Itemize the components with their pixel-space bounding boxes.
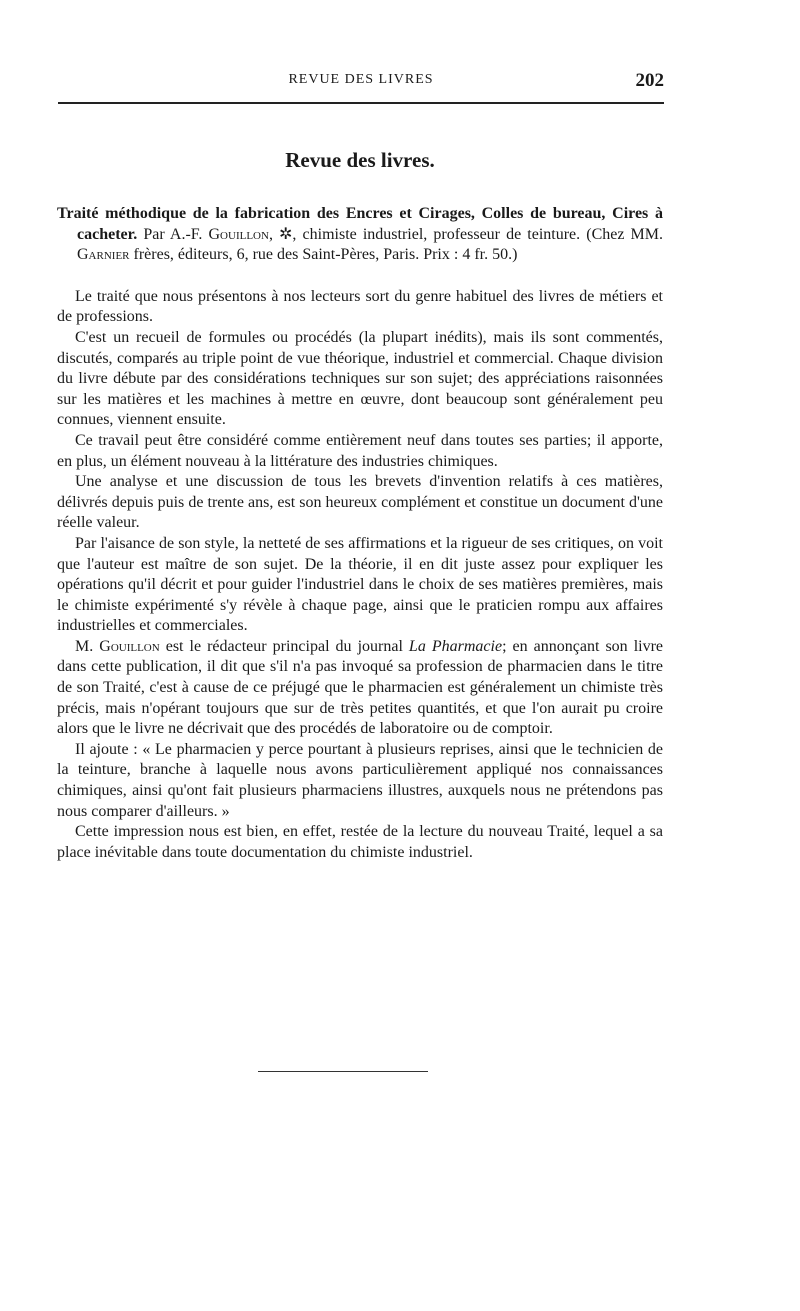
paragraph-2: C'est un recueil de formules ou procédés (la plupart inédits), mais ils sont commentés, discutés, comparés au triple point de vue théorique, industriel et commercial. Chaque division du livre débute par des considérations techniques sur son sujet; des appréciations raisonnées sur les matières et les machines à mettre en œuvre, dont beaucoup sont généralement peu connues, viennent ensuite. (57, 328, 663, 429)
book-publisher: Garnier (77, 246, 130, 264)
book-title: Traité méthodique de la fabrication des Encres et Cirages, Colles de bureau, Cires à cacheter. (57, 205, 663, 243)
end-rule (258, 1071, 428, 1072)
journal-title: La Pharmacie (408, 637, 503, 655)
paragraph-6-prefix: M. (75, 637, 100, 655)
page-number: 202 (635, 70, 664, 91)
paragraph-6-rest: ; en annonçant son livre dans cette publication, il dit que s'il n'a pas invoqué sa profession de pharmacien dans le titre de son Traité, c'est à cause de ce préjugé que le pharmacien est généralement un chimiste très précis, mais n'opérant toujours que sur de très petites quantités, et que l'on aurait pu croire alors que le livre ne décrivait que des procédés de laboratoire ou de comptoir. (57, 637, 664, 738)
paragraph-6 (57, 637, 663, 740)
page-title: Revue des livres. (285, 148, 435, 172)
review-content (57, 204, 663, 863)
running-title: REVUE DES LIVRES (288, 72, 434, 87)
book-author-details: , ✲, chimiste industriel, professeur de teinture. (Chez MM. (268, 225, 663, 243)
paragraph-8: Cette impression nous est bien, en effet, restée de la lecture du nouveau Traité, lequel a sa place inévitable dans toute documentation du chimiste industriel. (57, 823, 663, 861)
paragraph-6-middle: est le rédacteur principal du journal (159, 637, 409, 655)
paragraph-3: Ce travail peut être considéré comme entièrement neuf dans toutes ses parties; il apporte, en plus, un élément nouveau à la littérature des industries chimiques. (57, 431, 663, 470)
paragraph-4: Une analyse et une discussion de tous les brevets d'invention relatifs à ces matières, délivrés depuis puis de trente ans, est son heureux complément et constitue un document d'une réelle valeur. (57, 473, 663, 532)
paragraph-1: Le traité que nous présentons à nos lecteurs sort du genre habituel des livres de métiers et de professions. (57, 287, 663, 326)
book-by: Par A.-F. (137, 225, 209, 243)
book-reference (57, 204, 663, 266)
paragraph-7: Il ajoute : « Le pharmacien y perce pourtant à plusieurs reprises, ainsi que le technicien de la teinture, branche à laquelle nous avons particulièrement appliqué nos connaissances chimiques, ainsi qu'ont fait plusieurs pharmaciens illustres, auxquels nous ne prétendons pas nous comparer d'ailleurs. » (57, 740, 663, 820)
paragraph-5: Par l'aisance de son style, la netteté de ses affirmations et la rigueur de ses critiques, on voit que l'auteur est maître de son sujet. De la théorie, il en dit juste assez pour expliquer les opérations qu'il décrit et pour guider l'industriel dans le choix de ses matières premières, mais le chimiste expérimenté s'y révèle à chaque page, ainsi que le praticien rompu aux affaires industrielles et commerciales. (57, 534, 663, 635)
running-head (58, 70, 664, 94)
book-author: Gouillon (208, 225, 269, 243)
review-body (57, 287, 663, 864)
book-publisher-details: frères, éditeurs, 6, rue des Saint-Pères, Paris. Prix : 4 fr. 50.) (129, 246, 518, 264)
header-rule (58, 102, 664, 104)
paragraph-6-author: Gouillon (99, 637, 160, 655)
